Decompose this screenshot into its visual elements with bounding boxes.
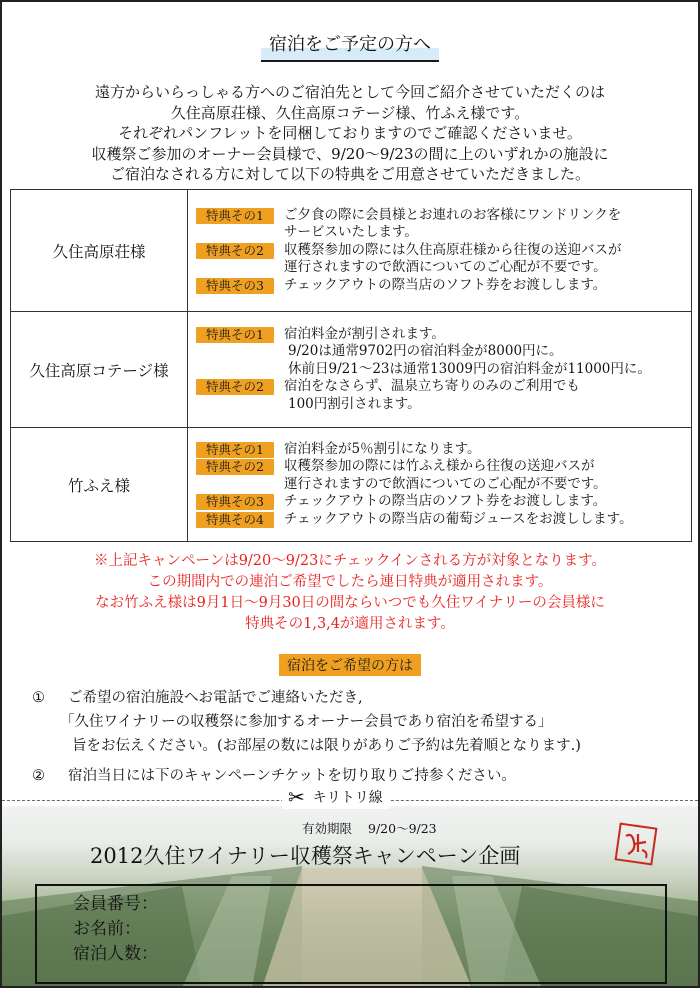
intro-text — [2, 82, 698, 185]
benefit-line: 運行されますので飲酒についてのご心配が不要です。 — [284, 475, 607, 492]
benefit-list — [188, 428, 692, 542]
benefit-text — [274, 493, 606, 511]
benefit-list — [188, 190, 692, 312]
benefits-table — [10, 189, 692, 542]
benefit-item — [196, 277, 691, 295]
hotel-name: 久住高原荘様 — [11, 190, 188, 312]
benefit-badge: 特典その1 — [196, 208, 274, 224]
winery-seal-icon — [614, 822, 658, 866]
note-line: なお竹ふえ様は9月1日～9月30日の間ならいつでも久住ワイナリーの会員様に — [95, 595, 605, 611]
benefit-item — [196, 242, 691, 277]
benefit-item — [196, 207, 691, 242]
page-title: 宿泊をご予定の方へ — [261, 30, 439, 62]
benefit-item — [196, 441, 691, 459]
intro-line: ご宿泊なされる方に対して以下の特典をご用意させていただきました。 — [109, 165, 590, 183]
benefit-line: ご夕食の際に会員様とお連れのお客様にワンドリンクを — [284, 206, 622, 223]
benefit-badge: 特典その2 — [196, 459, 274, 475]
benefit-text — [274, 511, 633, 529]
benefit-line: 100円割引されます。 — [288, 395, 421, 412]
expiry-value: 9/20～9/23 — [368, 821, 437, 836]
step-text: 宿泊当日には下のキャンペーンチケットを切り取りご持参ください。 — [68, 768, 516, 784]
benefit-line: チェックアウトの際当店のソフト券をお渡しします。 — [284, 276, 607, 293]
reservation-steps — [32, 686, 581, 788]
benefit-line: 宿泊料金が割引されます。 — [284, 325, 445, 342]
benefit-list — [188, 312, 692, 428]
benefit-badge: 特典その3 — [196, 278, 274, 294]
page-title-wrap — [2, 30, 698, 62]
benefit-item — [196, 458, 691, 493]
step-text: ご希望の宿泊施設へお電話でご連絡いただき, — [68, 690, 363, 706]
table-row — [11, 312, 692, 428]
step-text: 旨をお伝えください。(お部屋の数には限りがありご予約は先着順となります.) — [72, 738, 581, 754]
scissors-icon: ✂ — [288, 785, 305, 809]
table-row — [11, 190, 692, 312]
benefit-badge: 特典その2 — [196, 379, 274, 395]
member-number-field[interactable]: 会員番号： — [73, 894, 158, 914]
benefit-line: 運行されますので飲酒についてのご心配が不要です。 — [284, 259, 607, 276]
benefit-line: 9/20は通常9702円の宿泊料金が8000円に。 — [288, 343, 563, 360]
reservation-heading: 宿泊をご希望の方は — [279, 654, 421, 676]
intro-line: 遠方からいらっしゃる方へのご宿泊先として今回ご紹介させていただくのは — [94, 83, 605, 101]
benefit-line: チェックアウトの際当店の葡萄ジュースをお渡しします。 — [284, 510, 633, 527]
benefit-item — [196, 378, 691, 413]
benefit-text — [274, 441, 481, 459]
name-field[interactable]: お名前： — [73, 919, 141, 939]
benefit-item — [196, 511, 691, 529]
benefit-badge: 特典その4 — [196, 512, 274, 528]
campaign-title: 2012久住ワイナリー収穫祭キャンペーン企画 — [90, 844, 521, 868]
note-line: この期間内での連泊ご希望でしたら連日特典が適用されます。 — [147, 574, 553, 590]
benefit-text — [274, 207, 621, 242]
benefit-line: 宿泊をなさらず、温泉立ち寄りのみのご利用でも — [284, 378, 580, 395]
benefit-badge: 特典その2 — [196, 243, 274, 259]
benefit-item — [196, 493, 691, 511]
benefit-text — [274, 242, 622, 277]
note-line: ※上記キャンペーンは9/20～9/23にチェックインされる方が対象となります。 — [93, 553, 606, 569]
benefit-line: 宿泊料金が5％割引になります。 — [284, 440, 481, 457]
hotel-name: 竹ふえ様 — [11, 428, 188, 542]
benefit-text — [274, 458, 607, 493]
benefit-line: 収穫祭参加の際には久住高原荘様から往復の送迎バスが — [284, 241, 622, 258]
benefit-text — [274, 378, 580, 413]
guest-count-field[interactable]: 宿泊人数： — [73, 944, 158, 964]
note-line: 特典その1,3,4が適用されます。 — [245, 616, 455, 632]
intro-line: 久住高原荘様、久住高原コテージ様、竹ふえ様です。 — [170, 103, 530, 122]
benefit-text — [274, 326, 651, 379]
reservation-heading-wrap — [2, 654, 698, 676]
cut-label: キリトリ線 — [312, 790, 383, 806]
benefit-badge: 特典その1 — [196, 327, 274, 343]
benefit-line: 休前日9/21～23は通常13009円の宿泊料金が11000円に。 — [288, 360, 651, 377]
benefit-line: チェックアウトの際当店のソフト券をお渡しします。 — [284, 493, 607, 510]
benefit-badge: 特典その3 — [196, 494, 274, 510]
expiry — [302, 819, 437, 837]
ticket-form — [35, 884, 667, 984]
step-number: ② — [32, 768, 45, 784]
benefit-line: 収穫祭参加の際には竹ふえ様から往復の送迎バスが — [284, 458, 595, 475]
hotel-name: 久住高原コテージ様 — [11, 312, 188, 428]
intro-line: 収穫祭ご参加のオーナー会員様で、9/20～9/23の間に上のいずれかの施設に — [91, 144, 609, 163]
expiry-label: 有効期限 — [302, 821, 353, 836]
table-row — [11, 428, 692, 542]
cut-label-wrap — [282, 785, 389, 809]
step-text: 「久住ワイナリーの収穫祭に参加するオーナー会員であり宿泊を希望する」 — [60, 714, 553, 730]
campaign-notes — [2, 551, 698, 635]
benefit-badge: 特典その1 — [196, 442, 274, 458]
benefit-text — [274, 277, 606, 295]
benefit-line: サービスいたします。 — [284, 224, 418, 241]
step-number: ① — [32, 690, 45, 706]
benefit-item — [196, 326, 691, 379]
step-row — [32, 686, 581, 710]
intro-line: それぞれパンフレットを同梱しておりますのでご確認くださいませ。 — [118, 124, 582, 142]
